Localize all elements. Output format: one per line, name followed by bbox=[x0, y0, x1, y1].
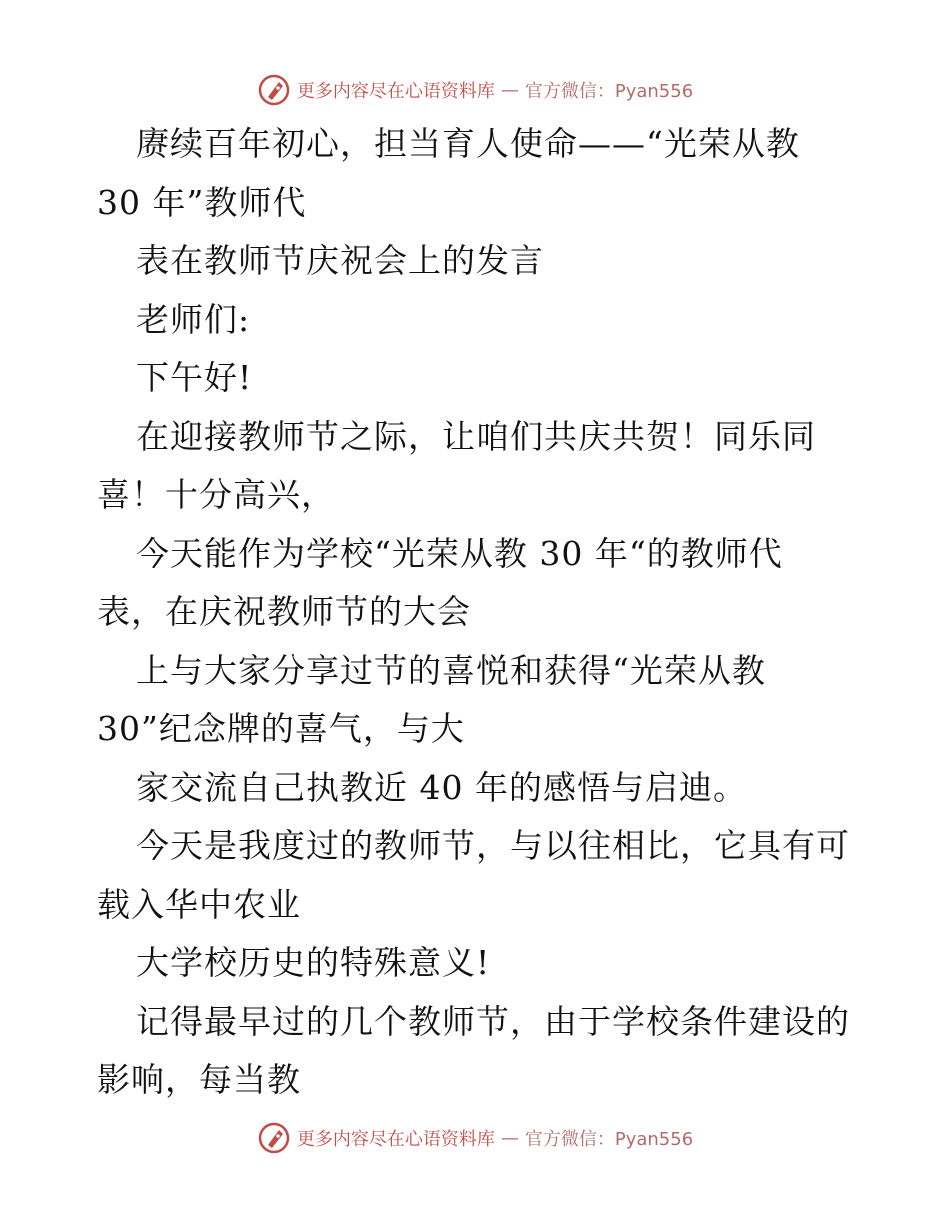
text-line: 载入华中农业 bbox=[97, 884, 301, 924]
watermark-brand: 更多内容尽在心语资料库 bbox=[296, 81, 495, 102]
watermark-separator: — bbox=[500, 79, 519, 101]
watermark-contact: 官方微信：Pyan556 bbox=[524, 81, 694, 102]
pen-nib-circle-icon bbox=[257, 1121, 291, 1155]
watermark-footer bbox=[0, 1118, 950, 1158]
text-line: 在迎接教师节之际，让咱们共庆共贺！同乐同 bbox=[136, 416, 816, 456]
text-line: 影响，每当教 bbox=[97, 1060, 301, 1099]
text-line: 记得最早过的几个教师节，由于学校条件建设的 bbox=[136, 1001, 850, 1041]
document-body bbox=[97, 115, 867, 1110]
watermark-brand: 更多内容尽在心语资料库 bbox=[296, 1129, 495, 1150]
text-line: 喜！十分高兴， bbox=[97, 475, 335, 514]
text-line: 大学校历史的特殊意义! bbox=[136, 943, 491, 982]
text-line: 30 年”教师代 bbox=[97, 182, 307, 222]
pen-nib-circle-icon bbox=[257, 73, 291, 107]
text-line: 老师们: bbox=[136, 299, 251, 339]
text-line: 下午好! bbox=[136, 358, 253, 397]
watermark-contact: 官方微信：Pyan556 bbox=[524, 1129, 694, 1150]
text-line: 今天是我度过的教师节，与以往相比，它具有可 bbox=[136, 826, 850, 865]
text-line: 家交流自己执教近 40 年的感悟与启迪。 bbox=[136, 767, 747, 807]
text-line: 表，在庆祝教师节的大会 bbox=[97, 592, 471, 631]
watermark-header bbox=[0, 70, 950, 110]
text-line: 表在教师节庆祝会上的发言 bbox=[136, 241, 544, 280]
text-line: 30”纪念牌的喜气，与大 bbox=[97, 709, 465, 748]
watermark-separator: — bbox=[500, 1127, 519, 1149]
text-line: 赓续百年初心，担当育人使命——“光荣从教 bbox=[136, 124, 800, 163]
text-line: 上与大家分享过节的喜悦和获得“光荣从教 bbox=[136, 650, 766, 690]
text-line: 今天能作为学校“光荣从教 30 年“的教师代 bbox=[136, 533, 783, 573]
